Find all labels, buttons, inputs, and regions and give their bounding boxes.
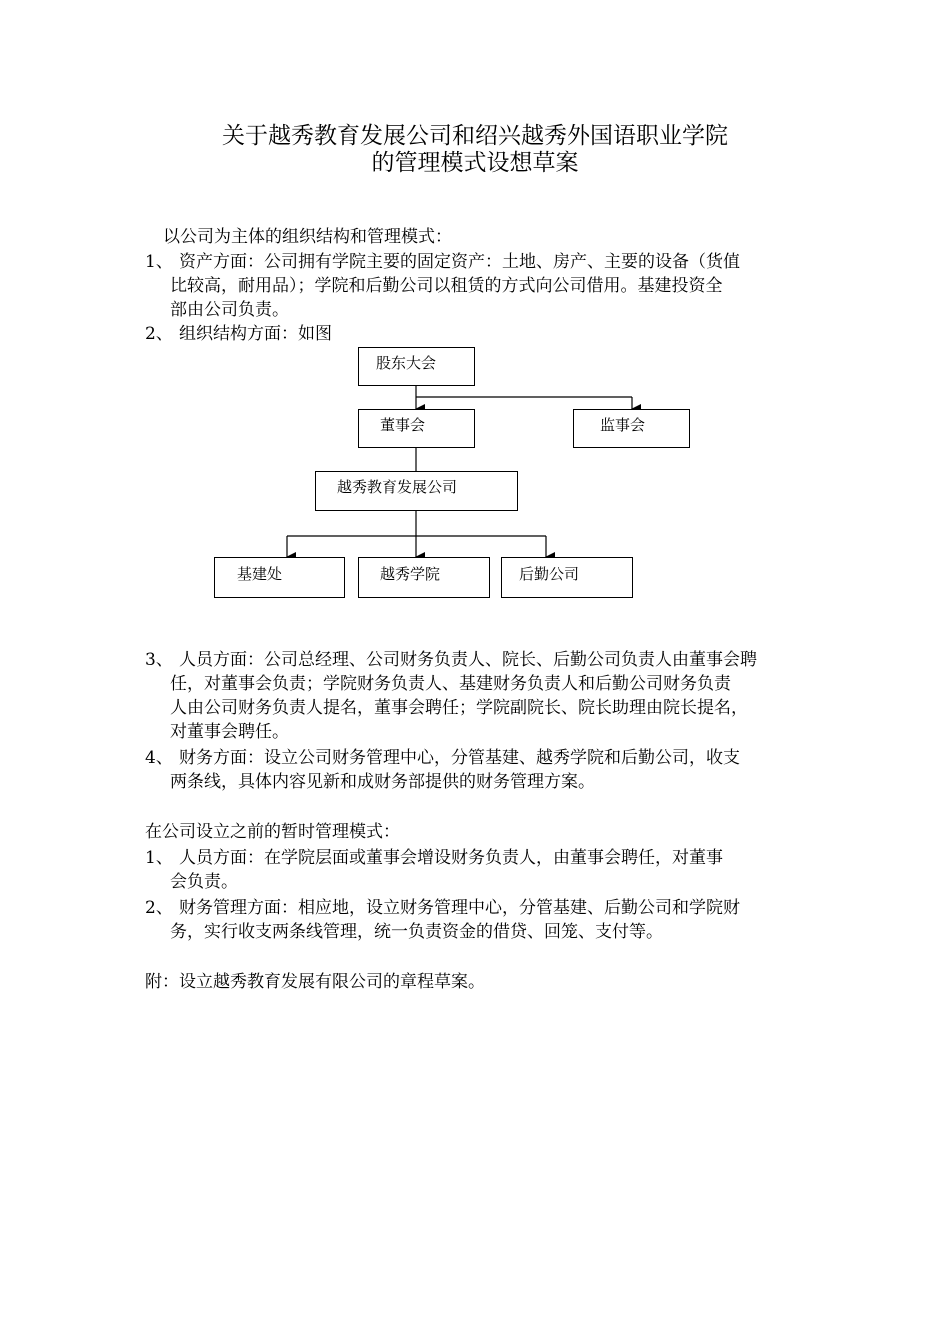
item-text-line: 人员方面：在学院层面或董事会增设财务负责人，由董事会聘任，对董事 (179, 848, 723, 868)
document-title-line-1: 关于越秀教育发展公司和绍兴越秀外国语职业学院 (222, 123, 728, 149)
org-node-logistics (501, 557, 633, 598)
org-node-construction (214, 557, 345, 598)
org-node-label: 越秀学院 (380, 565, 441, 583)
item-text-line: 务，实行收支两条线管理，统一负责资金的借贷、回笼、支付等。 (170, 922, 663, 942)
org-node-label: 董事会 (380, 416, 426, 434)
item-text-line: 人由公司财务负责人提名，董事会聘任；学院副院长、院长助理由院长提名， (170, 698, 748, 718)
item-number: 1、 (145, 848, 173, 868)
item-number: 2、 (145, 898, 173, 918)
org-node-label: 越秀教育发展公司 (337, 478, 458, 496)
org-node-label: 后勤公司 (519, 565, 580, 583)
item-text-line: 部由公司负责。 (170, 300, 289, 320)
item-text-line: 对董事会聘任。 (170, 722, 289, 742)
appendix-note: 附：设立越秀教育发展有限公司的章程草案。 (145, 972, 485, 992)
section2-intro: 在公司设立之前的暂时管理模式： (145, 822, 400, 842)
item-text-line: 财务管理方面：相应地，设立财务管理中心，分管基建、后勤公司和学院财 (179, 898, 740, 918)
org-node-board (358, 409, 475, 448)
document-title-line-2: 的管理模式设想草案 (371, 150, 579, 176)
item-text-line: 组织结构方面：如图 (179, 324, 332, 344)
item-number: 2、 (145, 324, 173, 344)
item-text-line: 两条线，具体内容见新和成财务部提供的财务管理方案。 (170, 772, 595, 792)
item-text-line: 财务方面：设立公司财务管理中心，分管基建、越秀学院和后勤公司，收支 (179, 748, 740, 768)
item-text-line: 会负责。 (170, 872, 238, 892)
item-number: 4、 (145, 748, 173, 768)
item-text-line: 任，对董事会负责；学院财务负责人、基建财务负责人和后勤公司财务负责 (170, 674, 731, 694)
org-node-company (315, 471, 518, 511)
org-node-label: 监事会 (600, 416, 646, 434)
item-number: 1、 (145, 252, 173, 272)
item-text-line: 比较高，耐用品）；学院和后勤公司以租赁的方式向公司借用。基建投资全 (170, 276, 723, 296)
org-node-label: 基建处 (237, 565, 283, 583)
section1-intro: 以公司为主体的组织结构和管理模式： (163, 227, 452, 247)
item-number: 3、 (145, 650, 173, 670)
org-node-label: 股东大会 (376, 354, 437, 372)
item-text-line: 人员方面：公司总经理、公司财务负责人、院长、后勤公司负责人由董事会聘 (179, 650, 757, 670)
org-node-supervisors (573, 409, 690, 448)
org-node-college (358, 557, 490, 598)
org-node-shareholders (358, 347, 475, 386)
item-text-line: 资产方面：公司拥有学院主要的固定资产：土地、房产、主要的设备（货值 (179, 252, 740, 272)
